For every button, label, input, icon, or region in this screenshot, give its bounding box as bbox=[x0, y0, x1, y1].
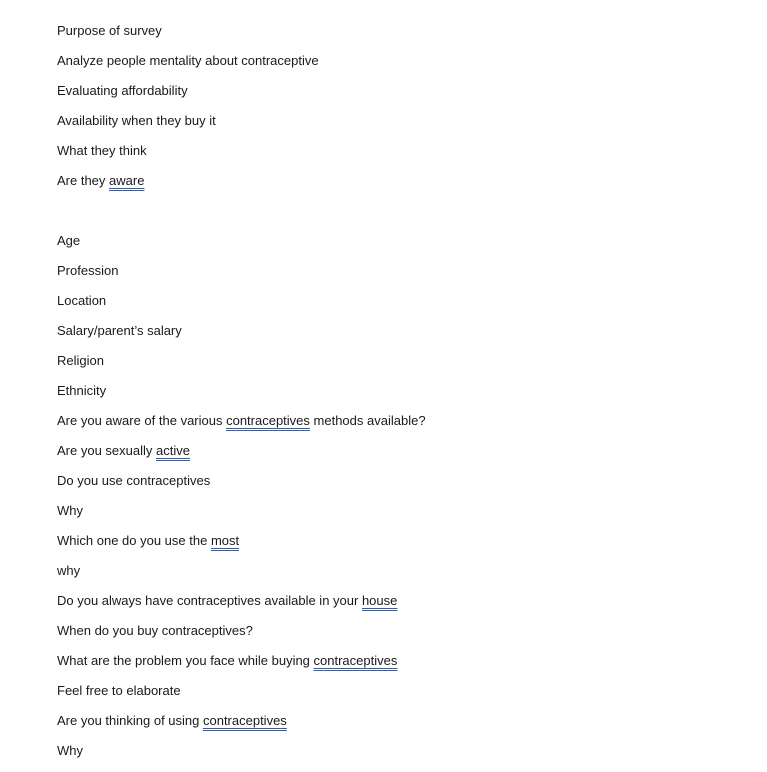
line-text: What are the problem you face while buying bbox=[57, 653, 314, 668]
doc-line[interactable] bbox=[57, 412, 767, 442]
doc-line[interactable] bbox=[57, 262, 767, 292]
doc-line[interactable] bbox=[57, 82, 767, 112]
doc-line[interactable] bbox=[57, 592, 767, 622]
doc-line[interactable] bbox=[57, 292, 767, 322]
line-text: When do you buy contraceptives? bbox=[57, 623, 253, 638]
line-text: Purpose of survey bbox=[57, 23, 162, 38]
line-text: Do you always have contraceptives available in your bbox=[57, 593, 362, 608]
line-text: Religion bbox=[57, 353, 104, 368]
doc-line[interactable] bbox=[57, 622, 767, 652]
doc-line[interactable] bbox=[57, 712, 767, 742]
grammar-mark[interactable]: active bbox=[156, 443, 190, 458]
line-text: Ethnicity bbox=[57, 383, 107, 398]
line-text: Are you sexually bbox=[57, 443, 156, 458]
line-text: Age bbox=[57, 233, 81, 248]
blank-line bbox=[57, 202, 767, 232]
line-text: Analyze people mentality about contraceptive bbox=[57, 53, 319, 68]
line-text: Why bbox=[57, 503, 83, 518]
line-text: methods available? bbox=[309, 413, 426, 428]
doc-line[interactable] bbox=[57, 52, 767, 82]
doc-line[interactable] bbox=[57, 142, 767, 172]
grammar-mark[interactable]: contraceptives bbox=[313, 653, 398, 668]
line-text: Which one do you use the bbox=[57, 533, 211, 548]
line-text: Are you aware of the various bbox=[57, 413, 227, 428]
line-text: Salary/parent’s salary bbox=[57, 323, 182, 338]
line-text: Are you thinking of using bbox=[57, 713, 203, 728]
doc-line[interactable] bbox=[57, 682, 767, 712]
document-body[interactable] bbox=[57, 22, 767, 772]
doc-line[interactable] bbox=[57, 322, 767, 352]
doc-line[interactable] bbox=[57, 472, 767, 502]
grammar-mark[interactable]: house bbox=[361, 593, 398, 608]
doc-line[interactable] bbox=[57, 562, 767, 592]
doc-line[interactable] bbox=[57, 742, 767, 772]
line-text: why bbox=[57, 563, 81, 578]
line-text: What they think bbox=[57, 143, 147, 158]
doc-line[interactable] bbox=[57, 442, 767, 472]
line-text: Evaluating affordability bbox=[57, 83, 188, 98]
line-text: Feel free to elaborate bbox=[57, 683, 181, 698]
doc-line[interactable] bbox=[57, 22, 767, 52]
line-text: Location bbox=[57, 293, 107, 308]
line-text: Availability when they buy it bbox=[57, 113, 216, 128]
doc-line[interactable] bbox=[57, 652, 767, 682]
doc-line[interactable] bbox=[57, 172, 767, 202]
line-text: Are they bbox=[57, 173, 110, 188]
doc-line[interactable] bbox=[57, 382, 767, 412]
grammar-mark[interactable]: contraceptives bbox=[226, 413, 310, 428]
line-text: Do you use contraceptives bbox=[57, 473, 211, 488]
doc-line[interactable] bbox=[57, 352, 767, 382]
doc-line[interactable] bbox=[57, 112, 767, 142]
line-text: Profession bbox=[57, 263, 119, 278]
line-text: Why bbox=[57, 743, 83, 758]
doc-line[interactable] bbox=[57, 502, 767, 532]
grammar-mark[interactable]: most bbox=[210, 533, 240, 548]
doc-line[interactable] bbox=[57, 532, 767, 562]
doc-line[interactable] bbox=[57, 232, 767, 262]
grammar-mark[interactable]: aware bbox=[109, 173, 145, 188]
grammar-mark[interactable]: contraceptives bbox=[202, 713, 287, 728]
